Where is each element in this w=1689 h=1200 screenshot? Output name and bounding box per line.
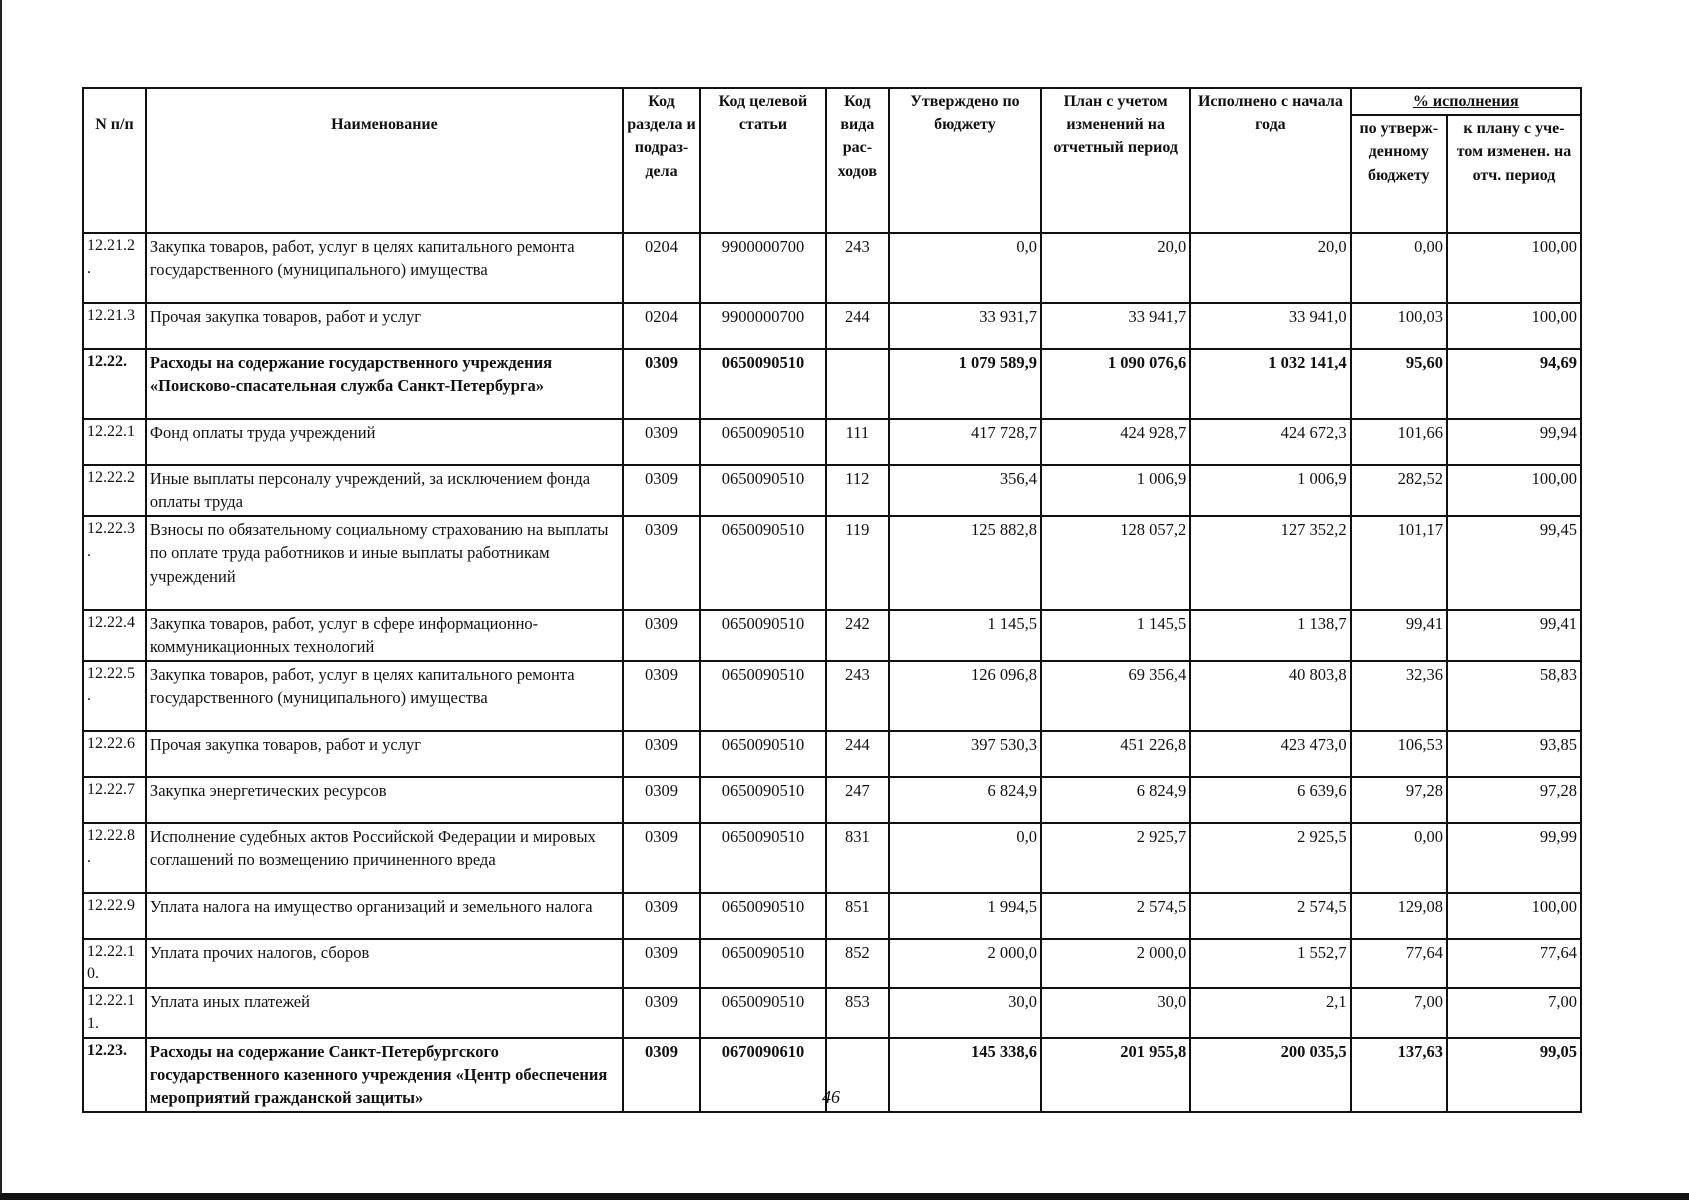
row-plan: 1 090 076,6 <box>1041 349 1190 419</box>
row-expense-type: 111 <box>826 419 889 465</box>
row-approved: 125 882,8 <box>889 516 1041 610</box>
row-executed: 1 032 141,4 <box>1190 349 1350 419</box>
header-plan: План с учетом изменений на отчетный период <box>1041 88 1190 233</box>
row-index: 12.22.1 <box>83 419 146 465</box>
row-executed: 1 552,7 <box>1190 939 1350 988</box>
table-row <box>83 233 1581 303</box>
row-approved: 33 931,7 <box>889 303 1041 349</box>
row-pct-budget: 106,53 <box>1351 731 1447 777</box>
table-row <box>83 349 1581 419</box>
row-approved: 145 338,6 <box>889 1038 1041 1112</box>
row-plan: 2 574,5 <box>1041 893 1190 939</box>
row-approved: 1 145,5 <box>889 610 1041 661</box>
row-expense-type: 853 <box>826 988 889 1037</box>
budget-execution-table <box>82 87 1582 1113</box>
table-row <box>83 465 1581 516</box>
row-pct-plan: 99,99 <box>1447 823 1581 893</box>
row-executed: 6 639,6 <box>1190 777 1350 823</box>
row-approved: 0,0 <box>889 233 1041 303</box>
row-approved: 2 000,0 <box>889 939 1041 988</box>
row-index: 12.22.5 . <box>83 661 146 731</box>
row-plan: 424 928,7 <box>1041 419 1190 465</box>
row-target-code: 0650090510 <box>700 516 826 610</box>
row-approved: 1 994,5 <box>889 893 1041 939</box>
row-plan: 128 057,2 <box>1041 516 1190 610</box>
header-percent-group <box>1351 88 1581 115</box>
row-executed: 200 035,5 <box>1190 1038 1350 1112</box>
row-name: Уплата налога на имущество организаций и земельного налога <box>146 893 623 939</box>
row-executed: 2 574,5 <box>1190 893 1350 939</box>
row-section-code: 0309 <box>623 731 700 777</box>
row-pct-plan: 100,00 <box>1447 465 1581 516</box>
row-pct-budget: 77,64 <box>1351 939 1447 988</box>
row-pct-budget: 0,00 <box>1351 823 1447 893</box>
row-approved: 126 096,8 <box>889 661 1041 731</box>
row-expense-type: 243 <box>826 661 889 731</box>
scan-edge-bottom <box>0 1193 1689 1200</box>
row-name: Взносы по обязательному социальному страхованию на выплаты по оплате труда работников и иные выплаты работникам учреждений <box>146 516 623 610</box>
row-approved: 356,4 <box>889 465 1041 516</box>
header-section-code: Код раздела и подраз-дела <box>623 88 700 233</box>
row-index: 12.22.1 0. <box>83 939 146 988</box>
table-row <box>83 939 1581 988</box>
row-plan: 2 000,0 <box>1041 939 1190 988</box>
row-expense-type: 851 <box>826 893 889 939</box>
row-section-code: 0309 <box>623 777 700 823</box>
row-plan: 30,0 <box>1041 988 1190 1037</box>
row-pct-budget: 7,00 <box>1351 988 1447 1037</box>
row-approved: 0,0 <box>889 823 1041 893</box>
row-plan: 451 226,8 <box>1041 731 1190 777</box>
row-expense-type: 242 <box>826 610 889 661</box>
row-expense-type: 112 <box>826 465 889 516</box>
row-pct-budget: 100,03 <box>1351 303 1447 349</box>
row-expense-type: 244 <box>826 303 889 349</box>
row-expense-type: 243 <box>826 233 889 303</box>
row-pct-budget: 32,36 <box>1351 661 1447 731</box>
row-target-code: 0650090510 <box>700 661 826 731</box>
row-expense-type: 831 <box>826 823 889 893</box>
row-executed: 33 941,0 <box>1190 303 1350 349</box>
table-row <box>83 419 1581 465</box>
row-name: Закупка энергетических ресурсов <box>146 777 623 823</box>
header-approved: Утверждено по бюджету <box>889 88 1041 233</box>
row-section-code: 0309 <box>623 610 700 661</box>
row-section-code: 0309 <box>623 939 700 988</box>
row-pct-plan: 93,85 <box>1447 731 1581 777</box>
row-plan: 1 145,5 <box>1041 610 1190 661</box>
header-executed: Исполнено с начала года <box>1190 88 1350 233</box>
header-pct-plan: к плану с уче-том изменен. на отч. период <box>1447 115 1581 233</box>
table-row <box>83 777 1581 823</box>
row-target-code: 0650090510 <box>700 893 826 939</box>
row-executed: 423 473,0 <box>1190 731 1350 777</box>
row-section-code: 0309 <box>623 988 700 1037</box>
row-approved: 30,0 <box>889 988 1041 1037</box>
header-expense-type: Код вида рас-ходов <box>826 88 889 233</box>
row-target-code: 0650090510 <box>700 349 826 419</box>
table-row <box>83 610 1581 661</box>
header-percent-group-label: % исполнения <box>1412 93 1519 110</box>
row-section-code: 0309 <box>623 419 700 465</box>
row-executed: 2,1 <box>1190 988 1350 1037</box>
row-expense-type: 119 <box>826 516 889 610</box>
row-index: 12.22.7 <box>83 777 146 823</box>
row-name: Прочая закупка товаров, работ и услуг <box>146 731 623 777</box>
row-pct-plan: 100,00 <box>1447 893 1581 939</box>
row-name: Исполнение судебных актов Российской Федерации и мировых соглашений по возмещению причиненного вреда <box>146 823 623 893</box>
row-pct-plan: 99,94 <box>1447 419 1581 465</box>
row-name: Уплата иных платежей <box>146 988 623 1037</box>
row-plan: 20,0 <box>1041 233 1190 303</box>
row-index: 12.22.1 1. <box>83 988 146 1037</box>
row-pct-budget: 0,00 <box>1351 233 1447 303</box>
row-name: Расходы на содержание государственного учреждения «Поисково-спасательная служба Санкт-Петербурга» <box>146 349 623 419</box>
row-expense-type: 247 <box>826 777 889 823</box>
row-pct-plan: 58,83 <box>1447 661 1581 731</box>
row-name: Закупка товаров, работ, услуг в целях капитального ремонта государственного (муниципального) имущества <box>146 661 623 731</box>
row-name: Иные выплаты персоналу учреждений, за исключением фонда оплаты труда <box>146 465 623 516</box>
header-num: N п/п <box>83 88 146 233</box>
row-plan: 2 925,7 <box>1041 823 1190 893</box>
row-pct-budget: 129,08 <box>1351 893 1447 939</box>
page-number: 46 <box>822 1087 840 1107</box>
table-row <box>83 731 1581 777</box>
row-index: 12.21.3 <box>83 303 146 349</box>
table-row <box>83 823 1581 893</box>
row-plan: 69 356,4 <box>1041 661 1190 731</box>
scan-edge-left <box>0 0 2 1200</box>
row-approved: 6 824,9 <box>889 777 1041 823</box>
row-executed: 424 672,3 <box>1190 419 1350 465</box>
row-index: 12.23. <box>83 1038 146 1112</box>
row-target-code: 9900000700 <box>700 233 826 303</box>
row-pct-plan: 97,28 <box>1447 777 1581 823</box>
row-pct-plan: 100,00 <box>1447 233 1581 303</box>
row-pct-budget: 101,17 <box>1351 516 1447 610</box>
table-row <box>83 661 1581 731</box>
row-pct-plan: 94,69 <box>1447 349 1581 419</box>
row-pct-budget: 137,63 <box>1351 1038 1447 1112</box>
row-target-code: 0650090510 <box>700 777 826 823</box>
row-expense-type <box>826 349 889 419</box>
table-body <box>83 233 1581 1112</box>
row-approved: 397 530,3 <box>889 731 1041 777</box>
row-pct-plan: 100,00 <box>1447 303 1581 349</box>
row-pct-plan: 99,05 <box>1447 1038 1581 1112</box>
row-section-code: 0309 <box>623 893 700 939</box>
row-section-code: 0204 <box>623 303 700 349</box>
row-plan: 1 006,9 <box>1041 465 1190 516</box>
row-approved: 1 079 589,9 <box>889 349 1041 419</box>
row-section-code: 0309 <box>623 823 700 893</box>
row-pct-budget: 95,60 <box>1351 349 1447 419</box>
row-expense-type: 852 <box>826 939 889 988</box>
row-pct-budget: 101,66 <box>1351 419 1447 465</box>
row-executed: 1 006,9 <box>1190 465 1350 516</box>
row-name: Прочая закупка товаров, работ и услуг <box>146 303 623 349</box>
row-target-code: 0650090510 <box>700 465 826 516</box>
row-name: Уплата прочих налогов, сборов <box>146 939 623 988</box>
row-name: Фонд оплаты труда учреждений <box>146 419 623 465</box>
row-section-code: 0309 <box>623 349 700 419</box>
row-index: 12.22.6 <box>83 731 146 777</box>
row-name: Закупка товаров, работ, услуг в целях капитального ремонта государственного (муниципального) имущества <box>146 233 623 303</box>
row-name: Расходы на содержание Санкт-Петербургского государственного казенного учреждения «Центр обеспечения мероприятий гражданской защиты» <box>146 1038 623 1112</box>
row-section-code: 0204 <box>623 233 700 303</box>
row-executed: 40 803,8 <box>1190 661 1350 731</box>
table-row <box>83 516 1581 610</box>
row-section-code: 0309 <box>623 1038 700 1112</box>
row-index: 12.22. <box>83 349 146 419</box>
row-plan: 6 824,9 <box>1041 777 1190 823</box>
row-plan: 33 941,7 <box>1041 303 1190 349</box>
row-index: 12.22.8 . <box>83 823 146 893</box>
row-target-code: 0650090510 <box>700 988 826 1037</box>
row-target-code: 0650090510 <box>700 823 826 893</box>
row-target-code: 0670090610 <box>700 1038 826 1112</box>
row-executed: 127 352,2 <box>1190 516 1350 610</box>
row-target-code: 9900000700 <box>700 303 826 349</box>
table-header <box>83 88 1581 233</box>
row-pct-budget: 282,52 <box>1351 465 1447 516</box>
row-index: 12.22.4 <box>83 610 146 661</box>
row-pct-plan: 99,45 <box>1447 516 1581 610</box>
header-pct-budget: по утверж-денному бюджету <box>1351 115 1447 233</box>
row-plan: 201 955,8 <box>1041 1038 1190 1112</box>
table-row <box>83 893 1581 939</box>
row-name: Закупка товаров, работ, услуг в сфере информационно-коммуникационных технологий <box>146 610 623 661</box>
row-pct-plan: 7,00 <box>1447 988 1581 1037</box>
row-target-code: 0650090510 <box>700 731 826 777</box>
row-expense-type: 244 <box>826 731 889 777</box>
row-pct-budget: 99,41 <box>1351 610 1447 661</box>
row-pct-plan: 99,41 <box>1447 610 1581 661</box>
table-row <box>83 303 1581 349</box>
row-pct-plan: 77,64 <box>1447 939 1581 988</box>
row-index: 12.21.2 . <box>83 233 146 303</box>
row-executed: 1 138,7 <box>1190 610 1350 661</box>
row-section-code: 0309 <box>623 465 700 516</box>
row-executed: 20,0 <box>1190 233 1350 303</box>
row-pct-budget: 97,28 <box>1351 777 1447 823</box>
row-approved: 417 728,7 <box>889 419 1041 465</box>
row-section-code: 0309 <box>623 661 700 731</box>
row-index: 12.22.3 . <box>83 516 146 610</box>
row-index: 12.22.9 <box>83 893 146 939</box>
row-section-code: 0309 <box>623 516 700 610</box>
row-target-code: 0650090510 <box>700 939 826 988</box>
table-row <box>83 988 1581 1037</box>
header-name: Наименование <box>146 88 623 233</box>
header-target-code: Код целевой статьи <box>700 88 826 233</box>
row-executed: 2 925,5 <box>1190 823 1350 893</box>
row-target-code: 0650090510 <box>700 610 826 661</box>
row-index: 12.22.2 <box>83 465 146 516</box>
row-target-code: 0650090510 <box>700 419 826 465</box>
